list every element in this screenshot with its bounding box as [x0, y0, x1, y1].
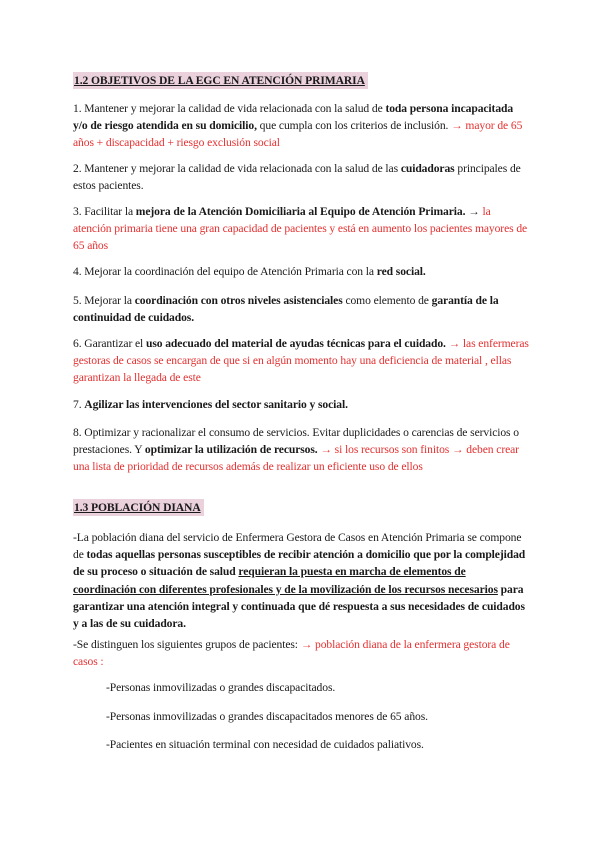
objective-2-text-2: principales de estos pacientes. [73, 162, 521, 193]
objective-5-text-2: como elemento de [342, 294, 432, 307]
poblacion-text: -La población diana del servicio de Enfermera Gestora de Casos en Atención Primaria se compone de [73, 531, 522, 562]
group-item: -Pacientes en situación terminal con necesidad de cuidados paliativos. [106, 738, 424, 751]
poblacion-paragraph [73, 529, 529, 632]
objective-1-text-2: que cumpla con los criterios de inclusión. [256, 119, 452, 133]
section-heading-objetivos: 1.2 OBJETIVOS DE LA EGC EN ATENCIÓN PRIMARIA [73, 72, 368, 89]
objective-6-bold: uso adecuado del material de ayudas técnicas para el cuidado. [145, 337, 446, 350]
objective-6-note: → las enfermeras gestoras de casos se encargan de que si en algún momento hay una deficiencia de material , ellas garantizan la llegada de este [73, 337, 529, 385]
objective-1-text: 1. Mantener y mejorar la calidad de vida relacionada con la salud de [73, 102, 386, 115]
objective-3-text: 3. Facilitar la [73, 205, 136, 218]
objective-8-text: 8. Optimizar y racionalizar el consumo de servicios. Evitar duplicidades o carencias de servicios o prestaciones. Y [73, 426, 519, 457]
objective-6 [73, 335, 529, 387]
objective-8-note: → si los recursos son finitos → deben crear una lista de prioridad de recursos además de realizar un eficiente uso de ellos [73, 443, 519, 474]
objective-2 [73, 160, 529, 194]
objective-1 [73, 100, 529, 152]
group-item: -Personas inmovilizadas o grandes discapacitados. [106, 681, 336, 694]
objective-2-text: 2. Mantener y mejorar la calidad de vida relacionada con la salud de las [73, 162, 401, 175]
objective-6-text: 6. Garantizar el [73, 337, 146, 350]
objective-7 [73, 396, 529, 413]
objective-1-bold: toda persona incapacitada y/o de riesgo atendida en su domicilio, [73, 102, 514, 133]
objective-2-bold: cuidadoras [400, 162, 455, 175]
objective-8 [73, 424, 529, 476]
section-heading-poblacion: 1.3 POBLACIÓN DIANA [73, 499, 204, 516]
objective-5 [73, 292, 529, 326]
objective-4 [73, 263, 529, 280]
objective-3 [73, 203, 529, 255]
objective-8-bold: optimizar la utilización de recursos. [144, 443, 318, 457]
objective-5-bold-2: garantía de la continuidad de cuidados. [73, 294, 499, 325]
poblacion-bold: todas aquellas personas susceptibles de recibir atención a domicilio que por la complejidad de su proceso o situación de salud [73, 548, 526, 579]
group-item: -Personas inmovilizadas o grandes discapacitados menores de 65 años. [106, 710, 428, 723]
groups-intro-text: -Se distinguen los siguientes grupos de pacientes: [73, 638, 301, 651]
objective-3-note: la atención primaria tiene una gran capacidad de pacientes y está en aumento los pacientes mayores de 65 años [73, 205, 528, 253]
objective-7-text: 7. [73, 398, 85, 411]
groups-intro [73, 636, 529, 670]
poblacion-bold-underlined: requieran la puesta en marcha de elementos de coordinación con diferentes profesionales y de la movilización de los recursos necesarios [73, 565, 498, 596]
objective-5-text: 5. Mejorar la [73, 294, 135, 307]
objective-3-bold: mejora de la Atención Domiciliaria al Equipo de Atención Primaria. → [135, 205, 480, 218]
objective-4-text: 4. Mejorar la coordinación del equipo de Atención Primaria con la [73, 265, 377, 278]
groups-intro-note: → población diana de la enfermera gestora de casos : [73, 638, 510, 669]
objective-5-bold: coordinación con otros niveles asistenciales [134, 294, 343, 307]
objective-7-bold: Agilizar las intervenciones del sector sanitario y social. [84, 398, 348, 411]
poblacion-bold-2: para garantizar una atención integral y continuada que dé respuesta a sus necesidades de cuidados y a las de su cuidadora. [73, 582, 525, 631]
objective-1-note: → mayor de 65 años + discapacidad + riesgo exclusión social [73, 119, 523, 150]
objective-4-bold: red social. [376, 265, 426, 278]
